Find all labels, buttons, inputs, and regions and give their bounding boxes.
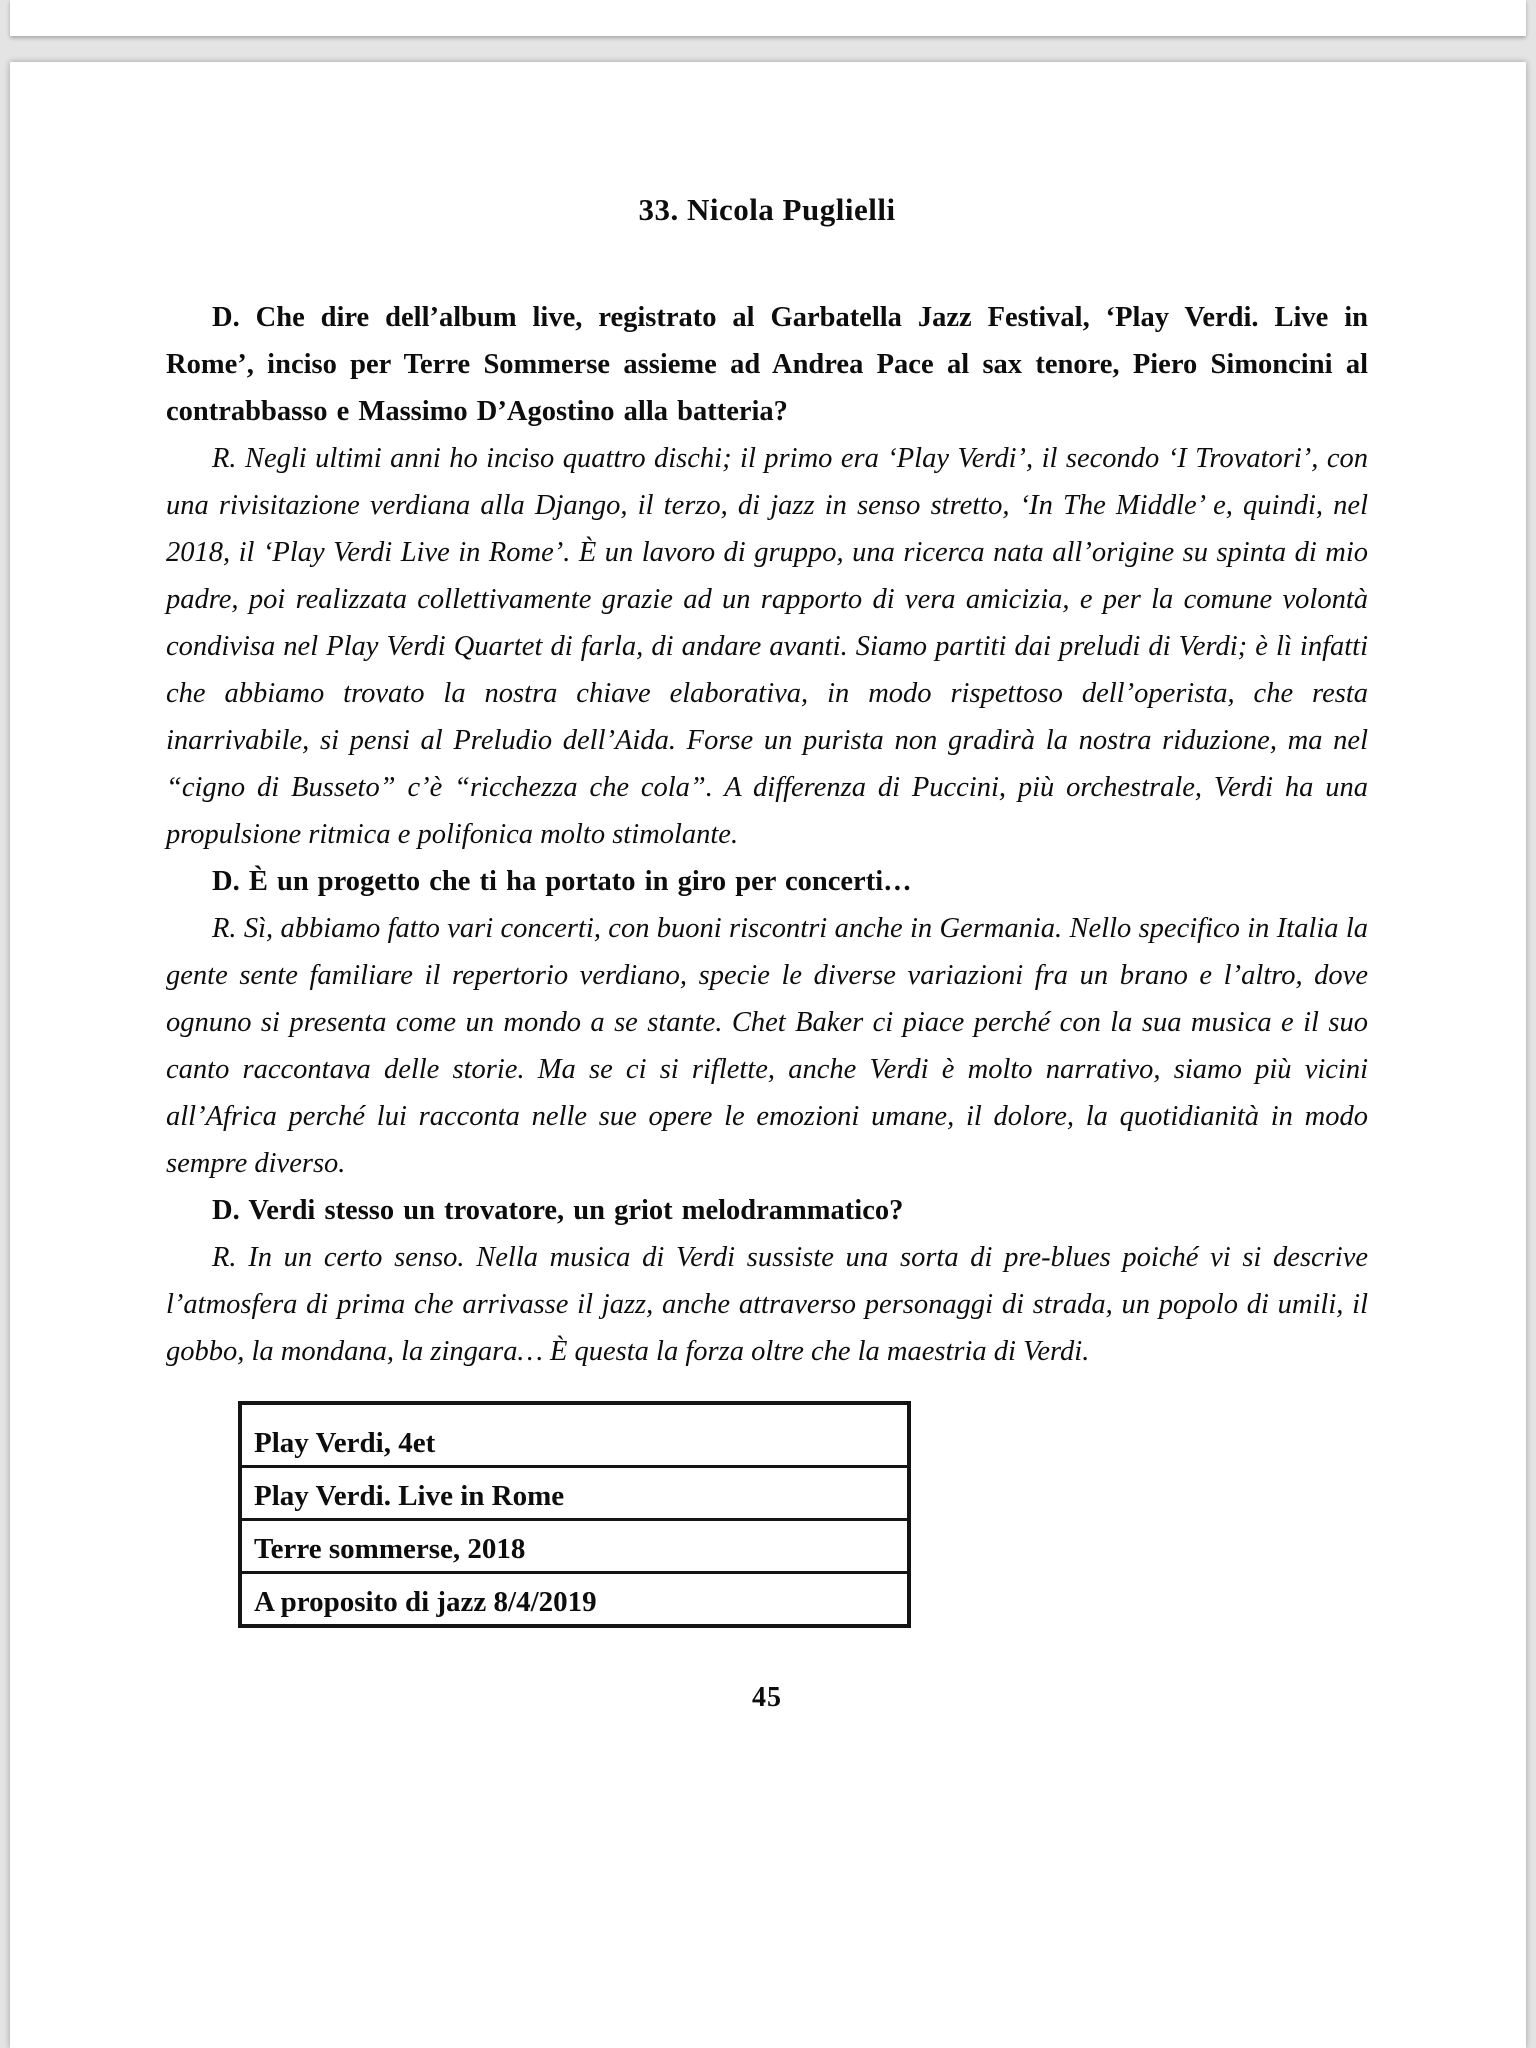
- answer-paragraph: R. In un certo senso. Nella musica di Verdi sussiste una sorta di pre-blues poiché vi si descrive l’atmosfera di prima che arrivasse il jazz, anche attraverso personaggi di strada, un popolo di umili, il gobbo, la mondana, la zingara… È questa la forza oltre che la maestria di Verdi.: [166, 1242, 1368, 1367]
- page-title: 33. Nicola Puglielli: [638, 192, 896, 227]
- question-paragraph: D. Che dire dell’album live, registrato al Garbatella Jazz Festival, ‘Play Verdi. Live in Rome’, inciso per Terre Sommerse assieme ad Andrea Pace al sax tenore, Piero Simoncini al contrabbasso e Massimo D’Agostino alla batteria?: [166, 302, 1368, 427]
- question-paragraph: D. Verdi stesso un trovatore, un griot melodrammatico?: [212, 1195, 904, 1226]
- table-row: Play Verdi. Live in Rome: [242, 1465, 907, 1518]
- interview-text: [166, 294, 1368, 1375]
- page-number: 45: [752, 1682, 782, 1713]
- answer-paragraph: R. Sì, abbiamo fatto vari concerti, con buoni riscontri anche in Germania. Nello specifico in Italia la gente sente familiare il repertorio verdiano, specie le diverse variazioni fra un brano e l’altro, dove ognuno si presenta come un mondo a se stante. Chet Baker ci piace perché con la sua musica e il suo canto raccontava delle storie. Ma se ci si riflette, anche Verdi è molto narrativo, siamo più vicini all’Africa perché lui racconta nelle sue opere le emozioni umane, il dolore, la quotidianità in modo sempre diverso.: [166, 913, 1368, 1179]
- page-content: [10, 62, 1526, 2048]
- discography-table: [238, 1401, 911, 1628]
- document-page: [10, 62, 1526, 2048]
- table-row: Play Verdi, 4et: [254, 1427, 436, 1459]
- answer-paragraph: R. Negli ultimi anni ho inciso quattro dischi; il primo era ‘Play Verdi’, il secondo ‘I Trovatori’, con una rivisitazione verdiana alla Django, il terzo, di jazz in senso stretto, ‘In The Middle’ e, quindi, nel 2018, il ‘Play Verdi Live in Rome’. È un lavoro di gruppo, una ricerca nata all’origine su spinta di mio padre, poi realizzata collettivamente grazie ad un rapporto di vera amicizia, e per la comune volontà condivisa nel Play Verdi Quartet di farla, di andare avanti. Siamo partiti dai preludi di Verdi; è lì infatti che abbiamo trovato la nostra chiave elaborativa, in modo rispettoso dell’operista, che resta inarrivabile, si pensi al Preludio dell’Aida. Forse un purista non gradirà la nostra riduzione, ma nel “cigno di Busseto” c’è “ricchezza che cola”. A differenza di Puccini, più orchestrale, Verdi ha una propulsione ritmica e polifonica molto stimolante.: [166, 443, 1368, 850]
- question-paragraph: D. È un progetto che ti ha portato in giro per concerti…: [212, 866, 912, 897]
- table-row: A proposito di jazz 8/4/2019: [242, 1571, 907, 1624]
- table-row: Terre sommerse, 2018: [242, 1518, 907, 1571]
- previous-page-edge: [10, 0, 1526, 36]
